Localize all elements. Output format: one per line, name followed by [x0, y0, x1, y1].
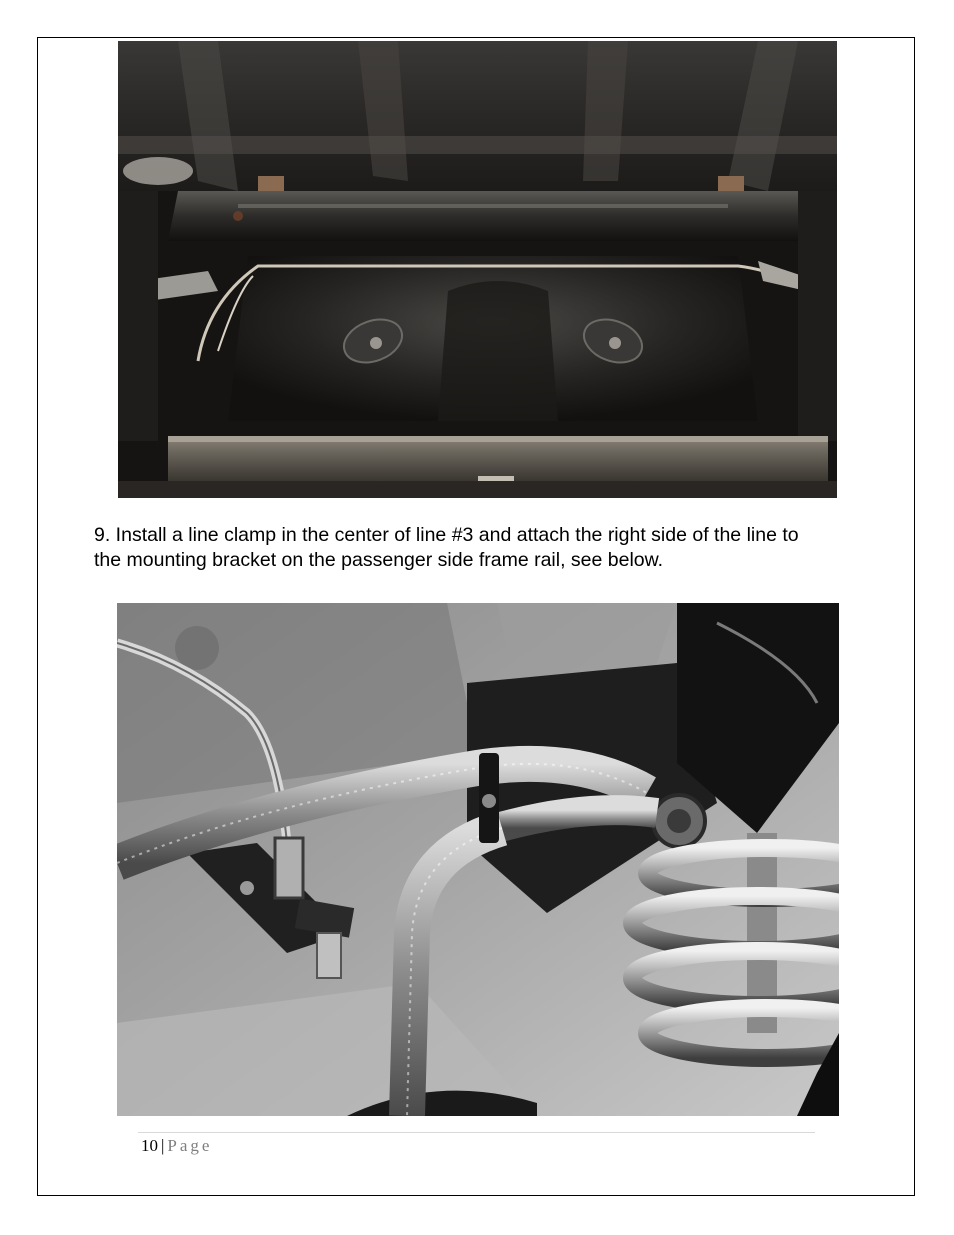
- brake-line-clamp-photo: [117, 603, 839, 1116]
- step-instruction: 9. Install a line clamp in the center of line #3 and attach the right side of the line to the mounting bracket on the passenger side frame rail, see below.: [94, 524, 799, 571]
- footer-divider: [138, 1132, 815, 1133]
- page-label: Page: [167, 1136, 213, 1155]
- undercarriage-photo: [118, 41, 837, 498]
- footer-separator: |: [161, 1136, 165, 1155]
- page-number: 10: [141, 1136, 158, 1155]
- page-footer: [141, 1136, 212, 1156]
